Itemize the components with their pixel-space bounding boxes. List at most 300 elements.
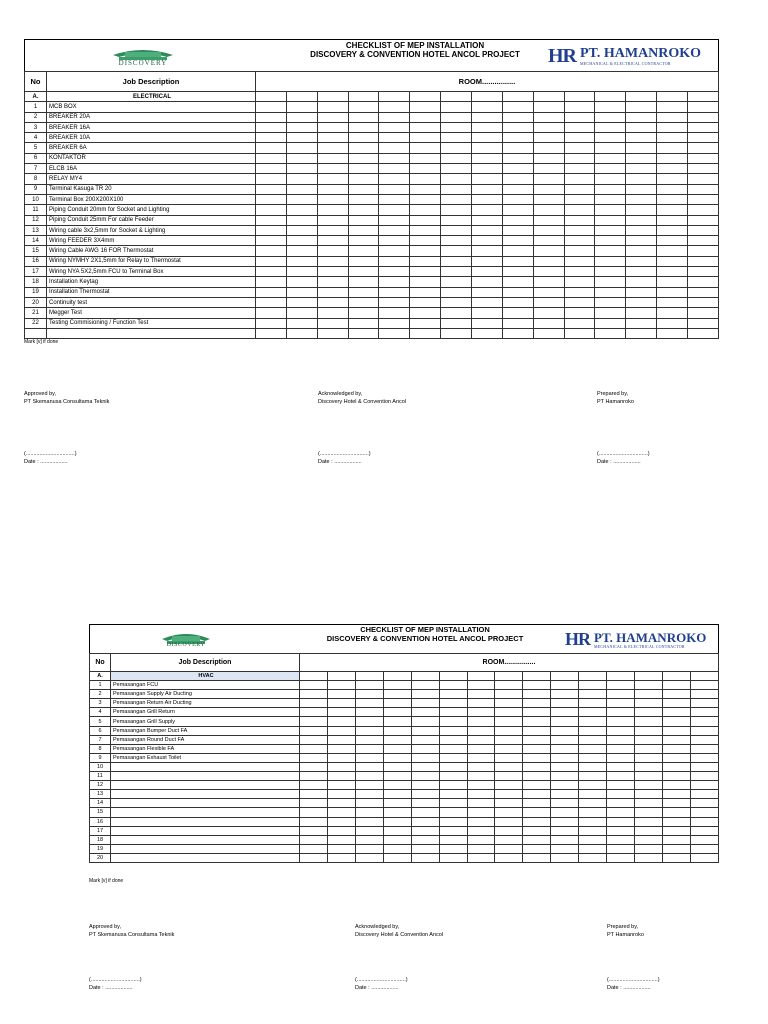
room-check-cell[interactable]: [657, 256, 688, 266]
room-check-cell[interactable]: [441, 112, 472, 122]
room-check-cell[interactable]: [662, 744, 690, 753]
room-check-cell[interactable]: [523, 844, 551, 853]
room-check-cell[interactable]: [523, 790, 551, 799]
room-check-cell[interactable]: [579, 726, 607, 735]
room-check-cell[interactable]: [379, 112, 410, 122]
room-check-cell[interactable]: [383, 817, 411, 826]
room-check-cell[interactable]: [379, 236, 410, 246]
room-check-cell[interactable]: [300, 826, 328, 835]
room-check-cell[interactable]: [626, 174, 657, 184]
room-check-cell[interactable]: [411, 808, 439, 817]
room-check-cell[interactable]: [635, 826, 663, 835]
room-check-cell[interactable]: [502, 267, 533, 277]
room-check-cell[interactable]: [300, 717, 328, 726]
room-check-cell[interactable]: [533, 174, 564, 184]
room-check-cell[interactable]: [523, 799, 551, 808]
room-check-cell[interactable]: [286, 133, 317, 143]
room-check-cell[interactable]: [411, 844, 439, 853]
room-check-cell[interactable]: [256, 143, 287, 153]
room-check-cell[interactable]: [657, 267, 688, 277]
room-check-cell[interactable]: [467, 699, 495, 708]
room-check-cell[interactable]: [411, 817, 439, 826]
room-check-cell[interactable]: [595, 328, 626, 338]
room-check-cell[interactable]: [657, 297, 688, 307]
room-check-cell[interactable]: [410, 308, 441, 318]
room-check-cell[interactable]: [410, 112, 441, 122]
room-check-cell[interactable]: [355, 835, 383, 844]
room-check-cell[interactable]: [348, 287, 379, 297]
room-check-cell[interactable]: [595, 318, 626, 328]
room-check-cell[interactable]: [383, 799, 411, 808]
room-check-cell[interactable]: [441, 287, 472, 297]
room-check-cell[interactable]: [383, 762, 411, 771]
room-check-cell[interactable]: [355, 817, 383, 826]
room-check-cell[interactable]: [348, 236, 379, 246]
room-check-cell[interactable]: [551, 735, 579, 744]
room-check-cell[interactable]: [657, 92, 688, 102]
room-check-cell[interactable]: [662, 826, 690, 835]
room-check-cell[interactable]: [410, 174, 441, 184]
room-check-cell[interactable]: [467, 808, 495, 817]
room-check-cell[interactable]: [383, 753, 411, 762]
room-check-cell[interactable]: [579, 735, 607, 744]
room-check-cell[interactable]: [690, 735, 718, 744]
room-check-cell[interactable]: [579, 681, 607, 690]
room-check-cell[interactable]: [379, 277, 410, 287]
room-check-cell[interactable]: [327, 781, 355, 790]
room-check-cell[interactable]: [472, 194, 503, 204]
room-check-cell[interactable]: [607, 672, 635, 681]
room-check-cell[interactable]: [533, 225, 564, 235]
room-check-cell[interactable]: [579, 772, 607, 781]
room-check-cell[interactable]: [626, 184, 657, 194]
room-check-cell[interactable]: [327, 844, 355, 853]
room-check-cell[interactable]: [595, 287, 626, 297]
room-check-cell[interactable]: [300, 726, 328, 735]
room-check-cell[interactable]: [688, 287, 719, 297]
room-check-cell[interactable]: [551, 826, 579, 835]
room-check-cell[interactable]: [411, 762, 439, 771]
room-check-cell[interactable]: [607, 753, 635, 762]
room-check-cell[interactable]: [467, 753, 495, 762]
room-check-cell[interactable]: [579, 835, 607, 844]
room-check-cell[interactable]: [441, 277, 472, 287]
room-check-cell[interactable]: [286, 297, 317, 307]
room-check-cell[interactable]: [300, 681, 328, 690]
room-check-cell[interactable]: [441, 194, 472, 204]
room-check-cell[interactable]: [662, 772, 690, 781]
room-check-cell[interactable]: [662, 672, 690, 681]
room-check-cell[interactable]: [317, 236, 348, 246]
room-check-cell[interactable]: [690, 753, 718, 762]
room-check-cell[interactable]: [379, 153, 410, 163]
room-check-cell[interactable]: [607, 781, 635, 790]
room-check-cell[interactable]: [472, 267, 503, 277]
room-check-cell[interactable]: [256, 92, 287, 102]
room-check-cell[interactable]: [379, 194, 410, 204]
room-check-cell[interactable]: [411, 726, 439, 735]
room-check-cell[interactable]: [256, 236, 287, 246]
room-check-cell[interactable]: [533, 205, 564, 215]
room-check-cell[interactable]: [348, 328, 379, 338]
room-check-cell[interactable]: [502, 184, 533, 194]
room-check-cell[interactable]: [383, 853, 411, 862]
room-check-cell[interactable]: [256, 297, 287, 307]
room-check-cell[interactable]: [467, 853, 495, 862]
room-check-cell[interactable]: [495, 672, 523, 681]
room-check-cell[interactable]: [467, 708, 495, 717]
room-check-cell[interactable]: [607, 762, 635, 771]
room-check-cell[interactable]: [502, 225, 533, 235]
room-check-cell[interactable]: [495, 699, 523, 708]
room-check-cell[interactable]: [551, 708, 579, 717]
room-check-cell[interactable]: [495, 835, 523, 844]
room-check-cell[interactable]: [690, 853, 718, 862]
room-check-cell[interactable]: [317, 215, 348, 225]
room-check-cell[interactable]: [662, 790, 690, 799]
room-check-cell[interactable]: [607, 726, 635, 735]
room-check-cell[interactable]: [441, 122, 472, 132]
room-check-cell[interactable]: [317, 184, 348, 194]
room-check-cell[interactable]: [410, 194, 441, 204]
room-check-cell[interactable]: [607, 799, 635, 808]
room-check-cell[interactable]: [595, 143, 626, 153]
room-check-cell[interactable]: [626, 297, 657, 307]
room-check-cell[interactable]: [533, 297, 564, 307]
room-check-cell[interactable]: [348, 164, 379, 174]
room-check-cell[interactable]: [579, 781, 607, 790]
room-check-cell[interactable]: [635, 717, 663, 726]
room-check-cell[interactable]: [327, 753, 355, 762]
room-check-cell[interactable]: [551, 681, 579, 690]
room-check-cell[interactable]: [662, 808, 690, 817]
room-check-cell[interactable]: [411, 690, 439, 699]
room-check-cell[interactable]: [495, 735, 523, 744]
room-check-cell[interactable]: [383, 772, 411, 781]
room-check-cell[interactable]: [662, 708, 690, 717]
room-check-cell[interactable]: [327, 690, 355, 699]
room-check-cell[interactable]: [439, 735, 467, 744]
room-check-cell[interactable]: [286, 236, 317, 246]
room-check-cell[interactable]: [495, 844, 523, 853]
room-check-cell[interactable]: [523, 735, 551, 744]
room-check-cell[interactable]: [595, 133, 626, 143]
room-check-cell[interactable]: [355, 781, 383, 790]
room-check-cell[interactable]: [564, 267, 595, 277]
room-check-cell[interactable]: [410, 287, 441, 297]
room-check-cell[interactable]: [379, 122, 410, 132]
room-check-cell[interactable]: [657, 277, 688, 287]
room-check-cell[interactable]: [657, 153, 688, 163]
room-check-cell[interactable]: [533, 287, 564, 297]
room-check-cell[interactable]: [348, 112, 379, 122]
room-check-cell[interactable]: [595, 92, 626, 102]
room-check-cell[interactable]: [317, 205, 348, 215]
room-check-cell[interactable]: [564, 246, 595, 256]
room-check-cell[interactable]: [523, 826, 551, 835]
room-check-cell[interactable]: [595, 194, 626, 204]
room-check-cell[interactable]: [579, 699, 607, 708]
room-check-cell[interactable]: [579, 690, 607, 699]
room-check-cell[interactable]: [635, 817, 663, 826]
room-check-cell[interactable]: [300, 808, 328, 817]
room-check-cell[interactable]: [502, 318, 533, 328]
room-check-cell[interactable]: [286, 174, 317, 184]
room-check-cell[interactable]: [383, 690, 411, 699]
room-check-cell[interactable]: [441, 164, 472, 174]
room-check-cell[interactable]: [579, 717, 607, 726]
room-check-cell[interactable]: [662, 735, 690, 744]
room-check-cell[interactable]: [626, 164, 657, 174]
room-check-cell[interactable]: [327, 808, 355, 817]
room-check-cell[interactable]: [286, 112, 317, 122]
room-check-cell[interactable]: [286, 318, 317, 328]
room-check-cell[interactable]: [657, 205, 688, 215]
room-check-cell[interactable]: [441, 102, 472, 112]
room-check-cell[interactable]: [657, 328, 688, 338]
room-check-cell[interactable]: [286, 184, 317, 194]
room-check-cell[interactable]: [523, 817, 551, 826]
room-check-cell[interactable]: [626, 267, 657, 277]
room-check-cell[interactable]: [607, 699, 635, 708]
room-check-cell[interactable]: [595, 267, 626, 277]
room-check-cell[interactable]: [286, 287, 317, 297]
room-check-cell[interactable]: [564, 112, 595, 122]
room-check-cell[interactable]: [626, 205, 657, 215]
room-check-cell[interactable]: [579, 762, 607, 771]
room-check-cell[interactable]: [472, 102, 503, 112]
room-check-cell[interactable]: [607, 826, 635, 835]
room-check-cell[interactable]: [286, 194, 317, 204]
room-check-cell[interactable]: [688, 194, 719, 204]
room-check-cell[interactable]: [688, 153, 719, 163]
room-check-cell[interactable]: [286, 277, 317, 287]
room-check-cell[interactable]: [439, 844, 467, 853]
room-check-cell[interactable]: [688, 102, 719, 112]
room-check-cell[interactable]: [441, 308, 472, 318]
room-check-cell[interactable]: [502, 194, 533, 204]
room-check-cell[interactable]: [317, 225, 348, 235]
room-check-cell[interactable]: [383, 672, 411, 681]
room-check-cell[interactable]: [688, 318, 719, 328]
room-check-cell[interactable]: [317, 143, 348, 153]
room-check-cell[interactable]: [379, 92, 410, 102]
room-check-cell[interactable]: [441, 153, 472, 163]
room-check-cell[interactable]: [467, 781, 495, 790]
room-check-cell[interactable]: [551, 799, 579, 808]
room-check-cell[interactable]: [383, 708, 411, 717]
room-check-cell[interactable]: [410, 215, 441, 225]
room-check-cell[interactable]: [662, 690, 690, 699]
room-check-cell[interactable]: [523, 808, 551, 817]
room-check-cell[interactable]: [317, 102, 348, 112]
room-check-cell[interactable]: [379, 297, 410, 307]
room-check-cell[interactable]: [410, 184, 441, 194]
room-check-cell[interactable]: [551, 790, 579, 799]
room-check-cell[interactable]: [467, 772, 495, 781]
room-check-cell[interactable]: [495, 717, 523, 726]
room-check-cell[interactable]: [411, 772, 439, 781]
room-check-cell[interactable]: [635, 681, 663, 690]
room-check-cell[interactable]: [467, 672, 495, 681]
room-check-cell[interactable]: [551, 717, 579, 726]
room-check-cell[interactable]: [300, 708, 328, 717]
room-check-cell[interactable]: [502, 102, 533, 112]
room-check-cell[interactable]: [523, 753, 551, 762]
room-check-cell[interactable]: [472, 205, 503, 215]
room-check-cell[interactable]: [564, 328, 595, 338]
room-check-cell[interactable]: [317, 133, 348, 143]
room-check-cell[interactable]: [690, 799, 718, 808]
room-check-cell[interactable]: [523, 853, 551, 862]
room-check-cell[interactable]: [533, 164, 564, 174]
room-check-cell[interactable]: [379, 174, 410, 184]
room-check-cell[interactable]: [379, 287, 410, 297]
room-check-cell[interactable]: [533, 246, 564, 256]
room-check-cell[interactable]: [690, 790, 718, 799]
room-check-cell[interactable]: [256, 194, 287, 204]
room-check-cell[interactable]: [690, 672, 718, 681]
room-check-cell[interactable]: [579, 799, 607, 808]
room-check-cell[interactable]: [410, 236, 441, 246]
room-check-cell[interactable]: [317, 256, 348, 266]
room-check-cell[interactable]: [439, 835, 467, 844]
room-check-cell[interactable]: [441, 256, 472, 266]
room-check-cell[interactable]: [411, 790, 439, 799]
room-check-cell[interactable]: [688, 215, 719, 225]
room-check-cell[interactable]: [495, 772, 523, 781]
room-check-cell[interactable]: [662, 681, 690, 690]
room-check-cell[interactable]: [502, 297, 533, 307]
room-check-cell[interactable]: [564, 277, 595, 287]
room-check-cell[interactable]: [626, 246, 657, 256]
room-check-cell[interactable]: [467, 744, 495, 753]
room-check-cell[interactable]: [327, 681, 355, 690]
room-check-cell[interactable]: [410, 133, 441, 143]
room-check-cell[interactable]: [379, 328, 410, 338]
room-check-cell[interactable]: [502, 215, 533, 225]
room-check-cell[interactable]: [635, 762, 663, 771]
room-check-cell[interactable]: [533, 92, 564, 102]
room-check-cell[interactable]: [472, 153, 503, 163]
room-check-cell[interactable]: [439, 762, 467, 771]
room-check-cell[interactable]: [300, 817, 328, 826]
room-check-cell[interactable]: [383, 681, 411, 690]
room-check-cell[interactable]: [551, 844, 579, 853]
room-check-cell[interactable]: [355, 826, 383, 835]
room-check-cell[interactable]: [439, 726, 467, 735]
room-check-cell[interactable]: [472, 277, 503, 287]
room-check-cell[interactable]: [256, 256, 287, 266]
room-check-cell[interactable]: [256, 246, 287, 256]
room-check-cell[interactable]: [439, 790, 467, 799]
room-check-cell[interactable]: [595, 164, 626, 174]
room-check-cell[interactable]: [579, 853, 607, 862]
room-check-cell[interactable]: [688, 174, 719, 184]
room-check-cell[interactable]: [657, 143, 688, 153]
room-check-cell[interactable]: [472, 174, 503, 184]
room-check-cell[interactable]: [688, 184, 719, 194]
room-check-cell[interactable]: [564, 133, 595, 143]
room-check-cell[interactable]: [327, 790, 355, 799]
room-check-cell[interactable]: [317, 164, 348, 174]
room-check-cell[interactable]: [348, 184, 379, 194]
room-check-cell[interactable]: [441, 174, 472, 184]
room-check-cell[interactable]: [690, 708, 718, 717]
room-check-cell[interactable]: [635, 853, 663, 862]
room-check-cell[interactable]: [502, 205, 533, 215]
room-check-cell[interactable]: [410, 277, 441, 287]
room-check-cell[interactable]: [441, 143, 472, 153]
room-check-cell[interactable]: [551, 672, 579, 681]
room-check-cell[interactable]: [502, 143, 533, 153]
room-check-cell[interactable]: [502, 92, 533, 102]
room-check-cell[interactable]: [410, 102, 441, 112]
room-check-cell[interactable]: [626, 194, 657, 204]
room-check-cell[interactable]: [688, 267, 719, 277]
room-check-cell[interactable]: [286, 143, 317, 153]
room-check-cell[interactable]: [626, 92, 657, 102]
room-check-cell[interactable]: [607, 835, 635, 844]
room-check-cell[interactable]: [348, 205, 379, 215]
room-check-cell[interactable]: [564, 194, 595, 204]
room-check-cell[interactable]: [564, 308, 595, 318]
room-check-cell[interactable]: [595, 277, 626, 287]
room-check-cell[interactable]: [439, 690, 467, 699]
room-check-cell[interactable]: [379, 267, 410, 277]
room-check-cell[interactable]: [688, 205, 719, 215]
room-check-cell[interactable]: [635, 835, 663, 844]
room-check-cell[interactable]: [533, 122, 564, 132]
room-check-cell[interactable]: [472, 297, 503, 307]
room-check-cell[interactable]: [551, 853, 579, 862]
room-check-cell[interactable]: [439, 799, 467, 808]
room-check-cell[interactable]: [348, 225, 379, 235]
room-check-cell[interactable]: [551, 772, 579, 781]
room-check-cell[interactable]: [379, 133, 410, 143]
room-check-cell[interactable]: [300, 853, 328, 862]
room-check-cell[interactable]: [286, 328, 317, 338]
room-check-cell[interactable]: [595, 246, 626, 256]
room-check-cell[interactable]: [551, 835, 579, 844]
room-check-cell[interactable]: [355, 699, 383, 708]
room-check-cell[interactable]: [472, 164, 503, 174]
room-check-cell[interactable]: [626, 153, 657, 163]
room-check-cell[interactable]: [657, 174, 688, 184]
room-check-cell[interactable]: [564, 205, 595, 215]
room-check-cell[interactable]: [690, 717, 718, 726]
room-check-cell[interactable]: [383, 808, 411, 817]
room-check-cell[interactable]: [626, 308, 657, 318]
room-check-cell[interactable]: [348, 256, 379, 266]
room-check-cell[interactable]: [286, 256, 317, 266]
room-check-cell[interactable]: [690, 762, 718, 771]
room-check-cell[interactable]: [502, 164, 533, 174]
room-check-cell[interactable]: [635, 699, 663, 708]
room-check-cell[interactable]: [348, 174, 379, 184]
room-check-cell[interactable]: [410, 122, 441, 132]
room-check-cell[interactable]: [355, 853, 383, 862]
room-check-cell[interactable]: [472, 184, 503, 194]
room-check-cell[interactable]: [439, 772, 467, 781]
room-check-cell[interactable]: [256, 174, 287, 184]
room-check-cell[interactable]: [317, 153, 348, 163]
room-check-cell[interactable]: [441, 92, 472, 102]
room-check-cell[interactable]: [300, 744, 328, 753]
room-check-cell[interactable]: [256, 122, 287, 132]
room-check-cell[interactable]: [467, 835, 495, 844]
room-check-cell[interactable]: [690, 817, 718, 826]
